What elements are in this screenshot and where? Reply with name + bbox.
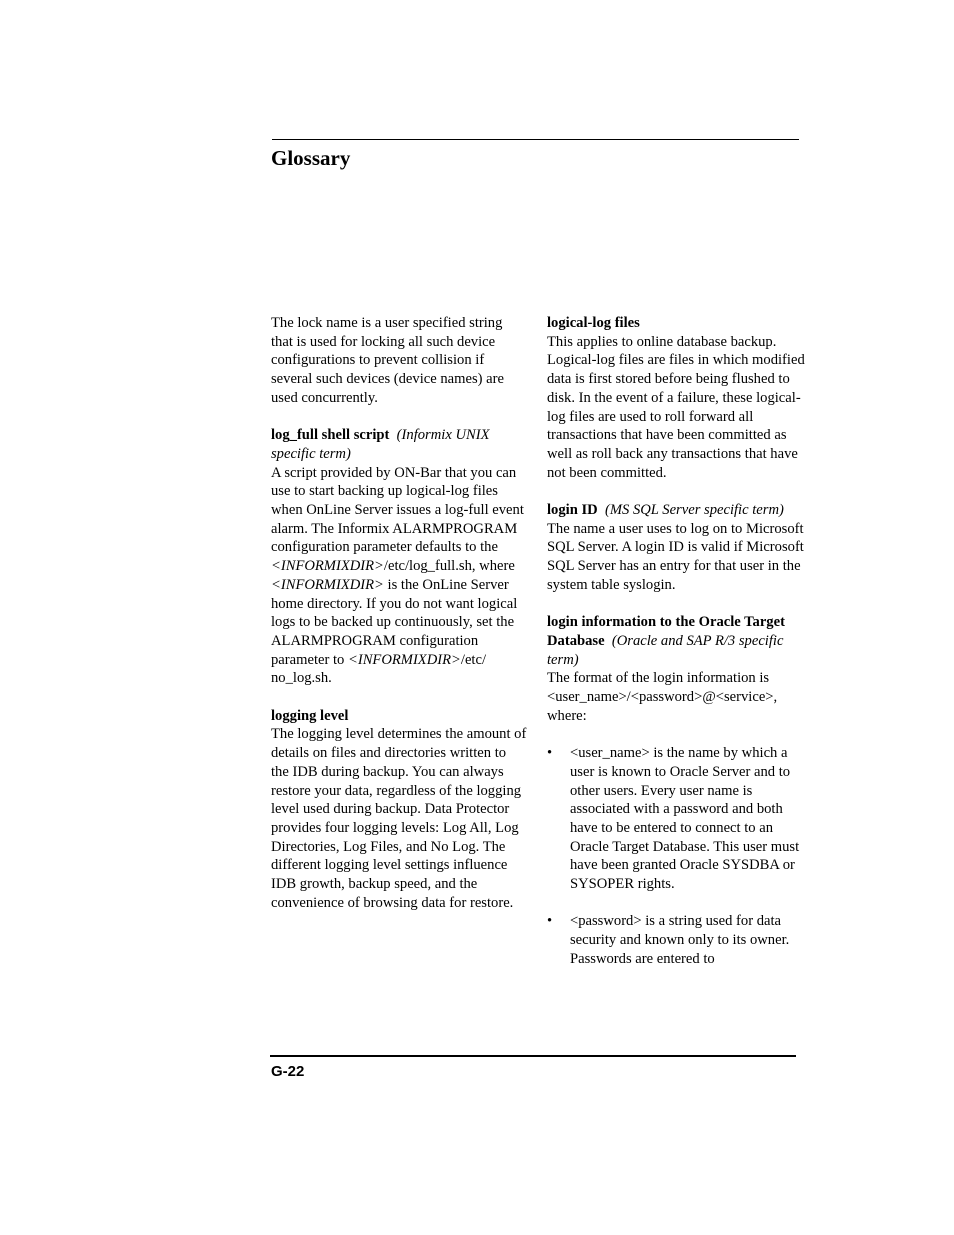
definition-text: is the OnLine Server home directory. If you do not want logical logs to be backed up continuously, set the ALARMPROGRAM configuration parameter to [271, 576, 518, 668]
entry-definition: The name a user uses to log on to Microsoft SQL Server. A login ID is valid if Microsoft SQL Server has an entry for that user in the system table syslogin. [547, 520, 804, 593]
left-column [271, 314, 527, 912]
informixdir-placeholder: <INFORMIXDIR> [271, 558, 384, 575]
bullet-icon: • [547, 745, 553, 762]
bullet-icon: • [547, 913, 553, 930]
bullet-item-user-name [547, 744, 805, 894]
lock-name-continuation: The lock name is a user specified string that is used for locking all such device configurations to prevent collision if several such devices (device names) are used concurrently. [271, 315, 504, 406]
term-scope: (Oracle and SAP R/3 specific term) [547, 632, 784, 668]
glossary-term: logging level [271, 707, 349, 724]
entry-logical-log-files [547, 314, 805, 482]
entry-login-id [547, 501, 805, 595]
definition-text: A script provided by ON-Bar that you can use to start backing up logical-log files when OnLine Server issues a log-full event alarm. The Informix ALARMPROGRAM configuration parameter defaults to the [271, 464, 524, 556]
informixdir-placeholder: <INFORMIXDIR> [347, 651, 461, 668]
entry-definition: This applies to online database backup. Logical-log files are files in which modified data is first stored before being flushed to disk. In the event of a failure, these logical-log files are used to roll forward all transactions that have been committed as well as roll back any transactions that have not been committed. [547, 333, 805, 481]
header-rule [272, 139, 799, 140]
entry-definition: The logging level determines the amount of details on files and directories written to the IDB during backup. You can always restore your data, regardless of the logging level used during backup. Data Protector provides four logging levels: Log All, Log Directories, Log Files, and No Log. The different logging level settings influence IDB growth, backup speed, and the convenience of browsing data for restore. [271, 726, 527, 911]
entry-heading [271, 426, 527, 463]
informixdir-placeholder: <INFORMIXDIR> [271, 576, 384, 593]
entry-logging-level [271, 707, 527, 913]
bullet-item-password [547, 912, 805, 968]
footer-rule [270, 1055, 796, 1057]
spacer [547, 595, 805, 614]
entry-definition [271, 464, 527, 688]
entry-log-full-shell-script [271, 426, 527, 688]
entry-definition: The format of the login information is <user_name>/<password>@<service>, where: [547, 670, 778, 724]
right-column [547, 314, 805, 969]
spacer [547, 725, 805, 744]
glossary-term: login information to the Oracle Target Database [547, 614, 785, 649]
bullet-text: <user_name> is the name by which a user is known to Oracle Server and to other users. Every user name is associated with a password and both have to be entered to connect to an Oracle Target Database. This user must have been granted Oracle SYSDBA or SYSOPER rights. [570, 745, 800, 893]
glossary-term: login ID [547, 502, 598, 519]
glossary-term: logical-log files [547, 315, 640, 331]
definition-text: /etc/ no_log.sh. [271, 651, 487, 687]
spacer [271, 688, 527, 707]
page-title: Glossary [271, 146, 351, 170]
bullet-text: <password> is a string used for data security and known only to its owner. Passwords are entered to [570, 913, 790, 967]
spacer [271, 408, 527, 427]
spacer [547, 482, 805, 501]
glossary-term: log_full shell script [271, 427, 390, 444]
page-number: G-22 [271, 1063, 305, 1080]
spacer [547, 894, 805, 913]
entry-login-information [547, 613, 805, 968]
definition-text: /etc/log_full.sh, where [383, 558, 515, 575]
term-scope: (Informix UNIX specific term) [271, 427, 490, 462]
term-scope: (MS SQL Server specific term) [604, 502, 784, 519]
entry-heading [547, 501, 805, 520]
entry-heading [547, 613, 805, 669]
